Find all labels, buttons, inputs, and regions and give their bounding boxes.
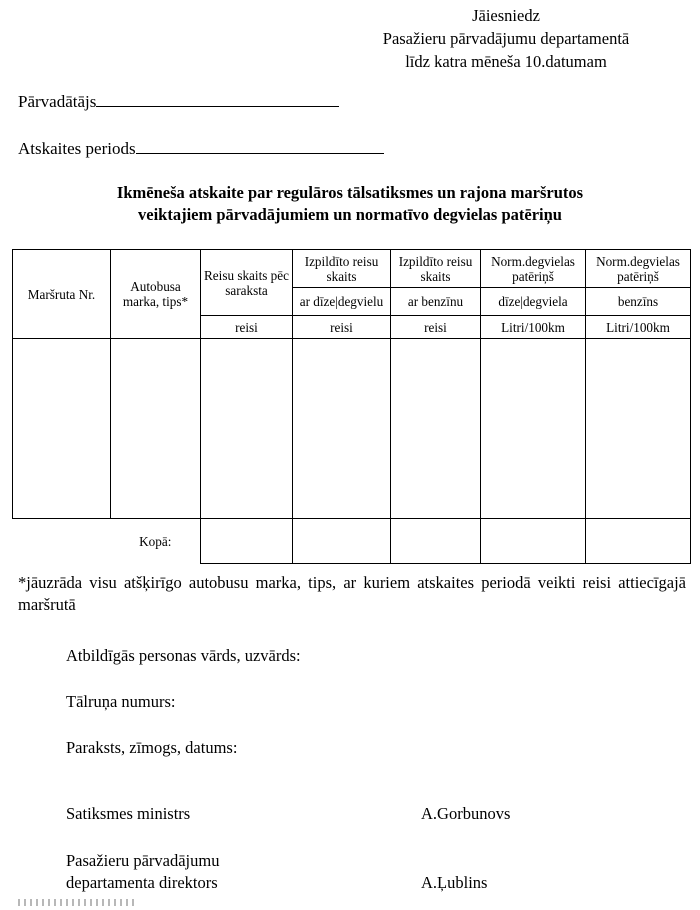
submission-header-line-1: Jāiesniedz: [472, 6, 540, 25]
header-cell-completed-petrol: Izpildīto reisu skaits: [391, 250, 481, 288]
total-norm-petrol[interactable]: [586, 519, 691, 564]
field-carrier-label: Pārvadātājs: [18, 92, 97, 112]
footnote-text: *jāuzrāda visu atšķirīgo autobusu marka, tips, ar kuriem atskaites periodā veikti reisi attiecīgajā maršrutā: [18, 573, 686, 614]
field-period-label: Atskaites periods: [18, 139, 136, 159]
field-carrier-input[interactable]: [96, 92, 339, 107]
cell-route-no[interactable]: [13, 339, 111, 519]
signature-role-director-line-1: Pasažieru pārvadājumu: [66, 851, 220, 870]
total-scheduled-trips[interactable]: [201, 519, 293, 564]
document-title-line-2: veiktajiem pārvadājumiem un normatīvo degvielas patēriņu: [138, 205, 562, 224]
header-subcell-norm-petrol-fuel: benzīns: [586, 288, 691, 316]
field-period: [18, 139, 384, 159]
header-cell-bus-make: Autobusa marka, tips*: [111, 250, 201, 339]
signature-name-minister: A.Gorbunovs: [421, 804, 511, 823]
header-subcell-diesel-fuel: ar dīze|degvielu: [293, 288, 391, 316]
total-norm-diesel[interactable]: [481, 519, 586, 564]
total-label: Kopā:: [139, 533, 172, 549]
header-subcell-norm-diesel-fuel: dīze|degviela: [481, 288, 586, 316]
total-spacer-cell: [13, 519, 111, 564]
cell-scheduled-trips[interactable]: [201, 339, 293, 519]
header-unit-scheduled-trips: reisi: [201, 316, 293, 339]
header-cell-completed-diesel: Izpildīto reisu skaits: [293, 250, 391, 288]
header-cell-scheduled-trips: Reisu skaits pēc saraksta: [201, 250, 293, 316]
cell-norm-petrol[interactable]: [586, 339, 691, 519]
cell-norm-diesel[interactable]: [481, 339, 586, 519]
header-cell-norm-diesel: Norm.degvielas patēriņš: [481, 250, 586, 288]
report-table-wrapper: [12, 249, 690, 564]
cell-completed-petrol[interactable]: [391, 339, 481, 519]
signature-row-director: [66, 850, 666, 894]
signature-role-director: [66, 850, 421, 894]
total-completed-diesel[interactable]: [293, 519, 391, 564]
header-unit-norm-petrol: Litri/100km: [586, 316, 691, 339]
signature-name-director: A.Ļublins: [421, 873, 488, 892]
field-carrier: [18, 92, 339, 112]
signature-role-director-line-2: departamenta direktors: [66, 873, 218, 892]
total-completed-petrol[interactable]: [391, 519, 481, 564]
cell-completed-diesel[interactable]: [293, 339, 391, 519]
header-unit-completed-diesel: reisi: [293, 316, 391, 339]
header-unit-norm-diesel: Litri/100km: [481, 316, 586, 339]
header-subcell-petrol-fuel: ar benzīnu: [391, 288, 481, 316]
header-cell-norm-petrol: Norm.degvielas patēriņš: [586, 250, 691, 288]
responsible-person-label: Atbildīgās personas vārds, uzvārds:: [66, 646, 301, 665]
report-table: [12, 249, 691, 564]
document-title: [40, 182, 660, 226]
submission-header-line-2: Pasažieru pārvadājumu departamentā: [382, 29, 630, 48]
header-cell-route-no: Maršruta Nr.: [13, 250, 111, 339]
field-period-input[interactable]: [136, 139, 384, 154]
document-title-line-1: Ikmēneša atskaite par regulāros tālsatiksmes un rajona maršrutos: [116, 183, 584, 202]
table-total-row: [13, 519, 691, 564]
scan-artifact: [18, 899, 138, 906]
phone-number-label: Tālruņa numurs:: [66, 692, 176, 711]
header-unit-completed-petrol: reisi: [391, 316, 481, 339]
submission-header-line-3: līdz katra mēneša 10.datumam: [405, 52, 607, 71]
signature-stamp-date-label: Paraksts, zīmogs, datums:: [66, 738, 238, 757]
cell-bus-make[interactable]: [111, 339, 201, 519]
signature-role-minister-line-1: Satiksmes ministrs: [66, 804, 191, 823]
table-header-row-main: [13, 250, 691, 288]
signature-row-minister: [66, 803, 666, 825]
submission-header: [320, 4, 692, 73]
signature-role-minister: [66, 803, 421, 825]
table-row: [13, 339, 691, 519]
